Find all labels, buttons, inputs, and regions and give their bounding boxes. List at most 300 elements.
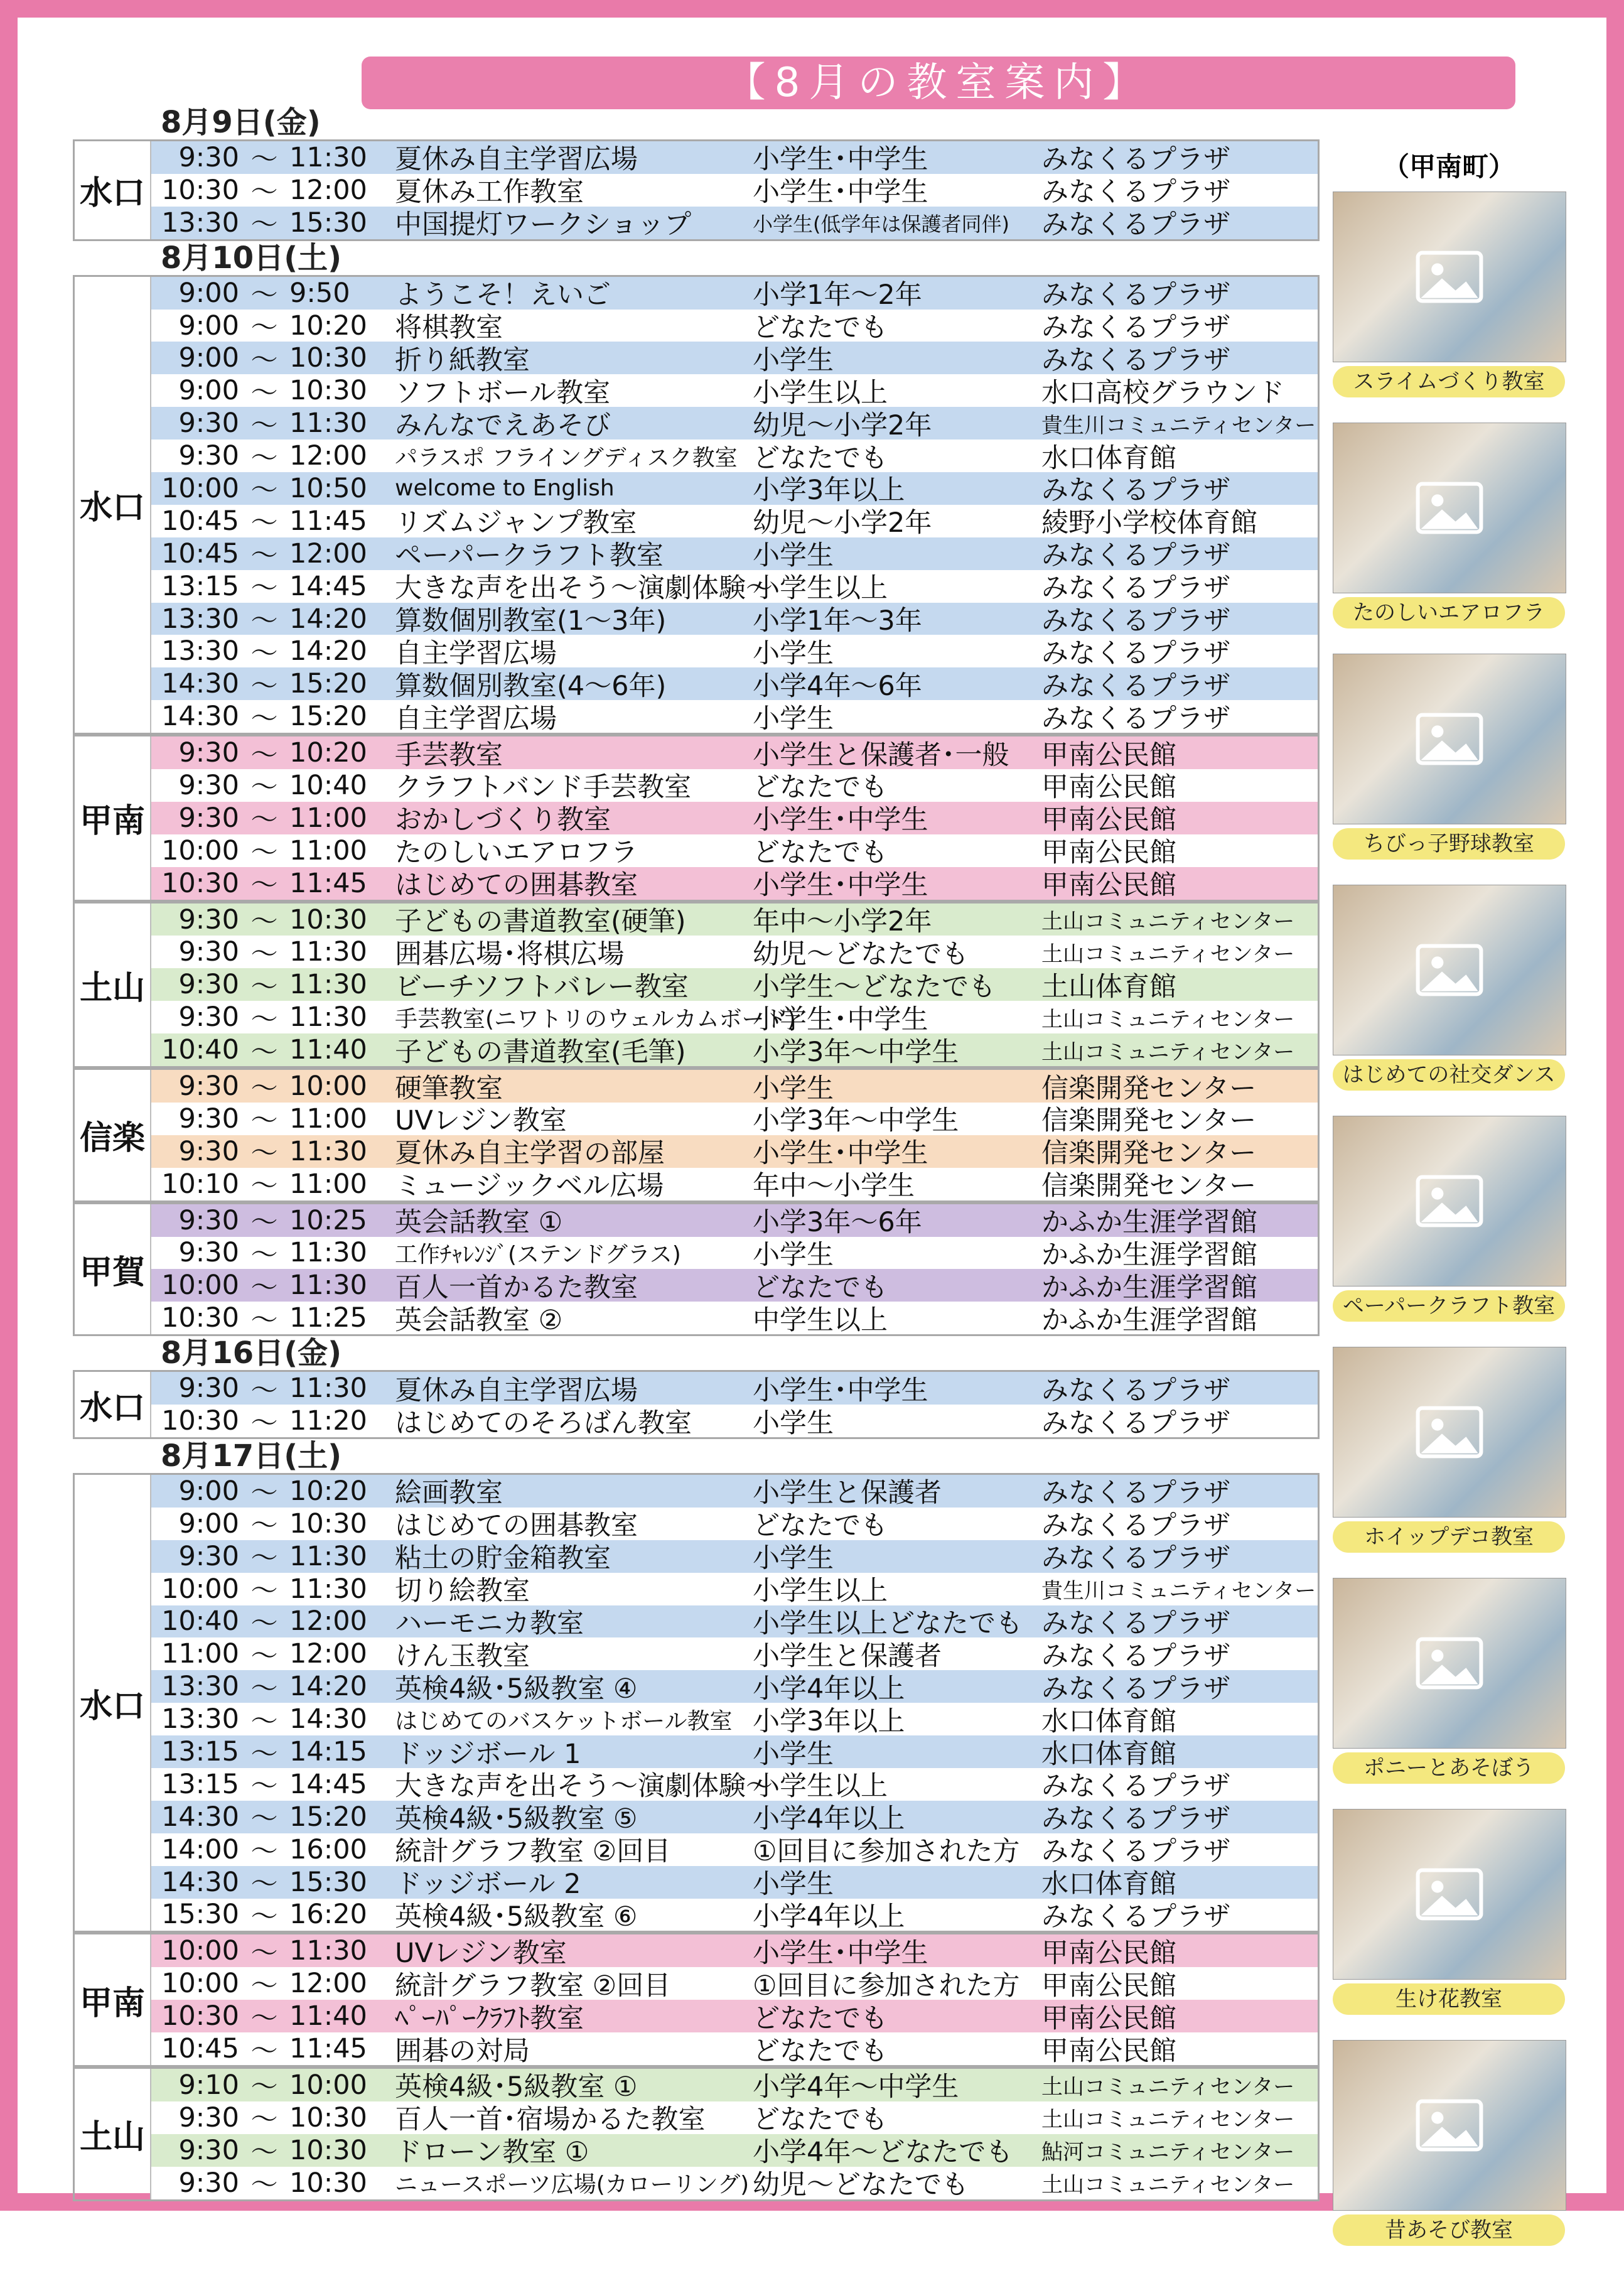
photo-icon — [1412, 1626, 1487, 1701]
date-heading: 8月9日(金) — [161, 105, 321, 140]
class-target: どなたでも — [753, 2035, 888, 2067]
class-title: はじめてのバスケットボール教室 — [395, 1708, 733, 1734]
class-target: どなたでも — [753, 772, 888, 804]
class-title: けん玉教室 — [395, 1640, 530, 1672]
start-time: 10:10 — [161, 1168, 239, 1200]
area-block — [73, 1202, 1320, 1337]
class-title: おかしづくり教室 — [395, 804, 611, 836]
area-block — [73, 275, 1320, 735]
class-target: 小学生 — [753, 344, 834, 376]
class-title: 切り絵教室 — [395, 1575, 530, 1607]
start-time: 10:30 — [161, 867, 239, 899]
class-target: 小学生以上 — [753, 573, 888, 605]
class-title: 英検4級･5級教室 ④ — [395, 1673, 638, 1705]
area-rows — [151, 736, 1318, 902]
class-target: 小学3年～中学生 — [753, 1105, 959, 1137]
time-separator: ～ — [250, 1803, 278, 1835]
start-time: 10:00 — [161, 1968, 239, 2000]
class-target: 小学生 — [753, 1407, 834, 1439]
time-separator: ～ — [250, 176, 278, 208]
photo-caption: 昔あそび教室 — [1333, 2214, 1565, 2246]
class-venue: みなくるプラザ — [1041, 573, 1230, 605]
class-row — [151, 1033, 1318, 1066]
class-row — [151, 2134, 1318, 2167]
time-separator: ～ — [250, 1543, 278, 1575]
start-time: 9:00 — [178, 310, 239, 342]
area-block — [73, 1370, 1320, 1439]
end-time: 11:30 — [289, 969, 367, 1001]
class-row — [151, 1103, 1318, 1135]
page-title: 【8月の教室案内】 — [362, 57, 1515, 109]
time-separator: ～ — [250, 605, 278, 637]
class-title: 自主学習広場 — [395, 637, 557, 669]
photo-card — [1333, 885, 1565, 1091]
start-time: 10:30 — [161, 1302, 239, 1334]
end-time: 11:30 — [289, 1237, 367, 1269]
class-target: 幼児～小学2年 — [753, 507, 932, 539]
class-row — [151, 1168, 1318, 1200]
end-time: 15:20 — [289, 668, 367, 700]
class-title: 英検4級･5級教室 ⑥ — [395, 1901, 638, 1933]
time-separator: ～ — [250, 442, 278, 474]
class-row — [151, 2167, 1318, 2199]
area-rows — [151, 1372, 1318, 1437]
class-row — [151, 1801, 1318, 1833]
class-venue: みなくるプラザ — [1041, 1607, 1230, 1639]
time-separator: ～ — [250, 1738, 278, 1770]
class-venue: 土山コミュニティセンター — [1041, 941, 1295, 967]
photo-icon — [1412, 470, 1487, 546]
start-time: 10:30 — [161, 2000, 239, 2032]
end-time: 12:00 — [289, 537, 367, 569]
area-label: 水口 — [75, 277, 151, 733]
photo-icon — [1412, 1857, 1487, 1932]
start-time: 9:30 — [178, 407, 239, 440]
start-time: 9:30 — [178, 1135, 239, 1167]
class-venue: 甲南公民館 — [1041, 1937, 1176, 1969]
class-row — [151, 207, 1318, 239]
start-time: 14:30 — [161, 1866, 239, 1898]
class-title: 囲碁の対局 — [395, 2035, 530, 2067]
class-venue: 水口体育館 — [1041, 1869, 1176, 1901]
area-block — [73, 902, 1320, 1068]
class-row — [151, 834, 1318, 867]
time-separator: ～ — [250, 670, 278, 702]
end-time: 11:30 — [289, 1540, 367, 1572]
class-target: 小学生(低学年は保護者同伴) — [753, 212, 1009, 236]
end-time: 12:00 — [289, 174, 367, 206]
class-row — [151, 407, 1318, 440]
class-target: 年中～小学2年 — [753, 906, 932, 938]
class-title: 夏休み自主学習広場 — [395, 1374, 638, 1406]
class-venue: 綾野小学校体育館 — [1041, 507, 1257, 539]
start-time: 14:30 — [161, 701, 239, 733]
class-title: 英検4級･5級教室 ① — [395, 2071, 638, 2103]
photo-icon — [1412, 701, 1487, 777]
time-separator: ～ — [250, 144, 278, 176]
class-row — [151, 1204, 1318, 1237]
time-separator: ～ — [250, 1271, 278, 1303]
start-time: 9:10 — [178, 2069, 239, 2101]
class-title: たのしいエアロフラ — [395, 837, 638, 869]
photo-caption: 生け花教室 — [1333, 1983, 1565, 2015]
class-title: 手芸教室 — [395, 739, 503, 771]
class-title: 英会話教室 ① — [395, 1207, 563, 1239]
photo-caption: ホイップデコ教室 — [1333, 1521, 1565, 1553]
class-title: ﾍﾟｰﾊﾟｰｸﾗﾌﾄ教室 — [395, 2002, 584, 2034]
end-time: 11:45 — [289, 505, 367, 537]
class-title: 百人一首かるた教室 — [395, 1271, 638, 1303]
class-row — [151, 1302, 1318, 1334]
class-target: 幼児～どなたでも — [753, 2169, 969, 2201]
end-time: 14:20 — [289, 603, 367, 635]
time-separator: ～ — [250, 1510, 278, 1542]
end-time: 11:30 — [289, 1135, 367, 1167]
start-time: 14:30 — [161, 668, 239, 700]
class-venue: 甲南公民館 — [1041, 804, 1176, 836]
end-time: 14:30 — [289, 1703, 367, 1735]
start-time: 10:45 — [161, 537, 239, 569]
photo-card — [1333, 1347, 1565, 1553]
time-separator: ～ — [250, 1937, 278, 1969]
class-target: 小学生～どなたでも — [753, 971, 996, 1003]
class-target: 小学生 — [753, 1239, 834, 1271]
class-title: ソフトボール教室 — [395, 377, 611, 409]
start-time: 14:00 — [161, 1833, 239, 1865]
photo-caption: ペーパークラフト教室 — [1333, 1290, 1565, 1322]
time-separator: ～ — [250, 938, 278, 970]
class-row — [151, 603, 1318, 635]
time-separator: ～ — [250, 1036, 278, 1068]
start-time: 9:30 — [178, 2134, 239, 2166]
class-venue: みなくるプラザ — [1041, 1477, 1230, 1509]
class-title: 絵画教室 — [395, 1477, 503, 1509]
class-row — [151, 472, 1318, 505]
end-time: 14:45 — [289, 570, 367, 602]
end-time: 12:00 — [289, 1605, 367, 1637]
area-rows — [151, 277, 1318, 733]
class-target: 幼児～どなたでも — [753, 938, 969, 970]
end-time: 11:40 — [289, 2000, 367, 2032]
class-title: 囲碁広場･将棋広場 — [395, 938, 625, 970]
start-time: 10:00 — [161, 1935, 239, 1967]
class-target: 小学4年以上 — [753, 1901, 905, 1933]
end-time: 11:25 — [289, 1302, 367, 1334]
photo-card — [1333, 423, 1565, 628]
start-time: 10:00 — [161, 834, 239, 866]
class-venue: みなくるプラザ — [1041, 1901, 1230, 1933]
class-row — [151, 342, 1318, 374]
class-venue: みなくるプラザ — [1041, 312, 1230, 344]
end-time: 15:30 — [289, 1866, 367, 1898]
end-time: 11:00 — [289, 834, 367, 866]
class-row — [151, 1833, 1318, 1866]
area-block — [73, 2067, 1320, 2201]
start-time: 11:00 — [161, 1638, 239, 1670]
class-venue: 信楽開発センター — [1041, 1170, 1257, 1202]
class-title: UVレジン教室 — [395, 1105, 567, 1137]
class-venue: 土山体育館 — [1041, 971, 1176, 1003]
class-venue: 水口高校グラウンド — [1041, 377, 1284, 409]
class-row — [151, 1372, 1318, 1405]
class-venue: 信楽開発センター — [1041, 1138, 1257, 1170]
end-time: 14:15 — [289, 1736, 367, 1768]
class-venue: 貴生川コミュニティセンター — [1041, 1578, 1316, 1604]
time-separator: ～ — [250, 971, 278, 1003]
area-label: 水口 — [75, 1475, 151, 1931]
end-time: 14:45 — [289, 1768, 367, 1800]
end-time: 11:00 — [289, 802, 367, 834]
start-time: 9:30 — [178, 904, 239, 936]
class-venue: 貴生川コミュニティセンター — [1041, 413, 1316, 438]
end-time: 11:40 — [289, 1034, 367, 1066]
class-row — [151, 1735, 1318, 1768]
class-row — [151, 374, 1318, 407]
time-separator: ～ — [250, 1105, 278, 1137]
start-time: 9:00 — [178, 342, 239, 374]
class-title: 英検4級･5級教室 ⑤ — [395, 1803, 638, 1835]
class-title: 算数個別教室(4～6年) — [395, 670, 667, 702]
class-venue: かふか生涯学習館 — [1041, 1271, 1257, 1303]
class-title: リズムジャンプ教室 — [395, 507, 637, 539]
class-venue: みなくるプラザ — [1041, 605, 1230, 637]
time-separator: ～ — [250, 2169, 278, 2201]
class-target: 小学生 — [753, 637, 834, 669]
class-venue: みなくるプラザ — [1041, 1673, 1230, 1705]
time-separator: ～ — [250, 1970, 278, 2002]
class-title: 統計グラフ教室 ②回目 — [395, 1970, 671, 2002]
time-separator: ～ — [250, 1836, 278, 1868]
class-venue: みなくるプラザ — [1041, 344, 1230, 376]
class-venue: 甲南公民館 — [1041, 739, 1176, 771]
class-venue: 甲南公民館 — [1041, 870, 1176, 902]
class-row — [151, 667, 1318, 700]
area-block — [73, 1473, 1320, 1933]
time-separator: ～ — [250, 1170, 278, 1202]
time-separator: ～ — [250, 377, 278, 409]
time-separator: ～ — [250, 209, 278, 241]
start-time: 9:30 — [178, 440, 239, 472]
class-target: 小学4年～6年 — [753, 670, 922, 702]
class-title: 工作ﾁｬﾚﾝｼﾞ(ステンドグラス) — [395, 1241, 681, 1268]
class-venue: みなくるプラザ — [1041, 209, 1230, 241]
time-separator: ～ — [250, 637, 278, 669]
class-row — [151, 736, 1318, 769]
class-venue: 水口体育館 — [1041, 1738, 1176, 1770]
class-title: UVレジン教室 — [395, 1937, 567, 1969]
class-row — [151, 2032, 1318, 2065]
class-title: 将棋教室 — [395, 312, 503, 344]
class-title: 統計グラフ教室 ②回目 — [395, 1836, 671, 1868]
class-venue: みなくるプラザ — [1041, 176, 1230, 208]
time-separator: ～ — [250, 1673, 278, 1705]
class-title: 中国提灯ワークショップ — [395, 209, 692, 241]
class-venue: 信楽開発センター — [1041, 1072, 1257, 1104]
photo-caption: はじめての社交ダンス — [1333, 1059, 1565, 1091]
class-target: 小学生 — [753, 1543, 834, 1575]
start-time: 10:40 — [161, 1605, 239, 1637]
class-venue: 信楽開発センター — [1041, 1105, 1257, 1137]
class-target: 小学生･中学生 — [753, 144, 928, 176]
class-title: 子どもの書道教室(硬筆) — [395, 906, 686, 938]
time-separator: ～ — [250, 1239, 278, 1271]
time-separator: ～ — [250, 906, 278, 938]
time-separator: ～ — [250, 804, 278, 836]
end-time: 16:20 — [289, 1899, 367, 1931]
start-time: 10:30 — [161, 174, 239, 206]
class-title: ビーチソフトバレー教室 — [395, 971, 689, 1003]
end-time: 12:00 — [289, 440, 367, 472]
area-label: 信楽 — [75, 1070, 151, 1200]
area-rows — [151, 2069, 1318, 2199]
end-time: 11:30 — [289, 1270, 367, 1302]
time-separator: ～ — [250, 870, 278, 902]
start-time: 9:30 — [178, 769, 239, 801]
photo-caption: たのしいエアロフラ — [1333, 597, 1565, 628]
start-time: 10:40 — [161, 1034, 239, 1066]
class-row — [151, 1866, 1318, 1899]
class-target: 小学生･中学生 — [753, 1937, 928, 1969]
time-separator: ～ — [250, 1901, 278, 1933]
class-row — [151, 700, 1318, 733]
start-time: 9:00 — [178, 277, 239, 309]
area-rows — [151, 1934, 1318, 2065]
start-time: 10:00 — [161, 1573, 239, 1605]
class-row — [151, 1070, 1318, 1103]
class-row — [151, 141, 1318, 174]
start-time: 9:30 — [178, 141, 239, 173]
time-separator: ～ — [250, 1374, 278, 1406]
photo-icon — [1412, 932, 1487, 1008]
photo-image — [1333, 885, 1566, 1055]
class-row — [151, 769, 1318, 802]
class-venue: みなくるプラザ — [1041, 637, 1230, 669]
end-time: 10:00 — [289, 2069, 367, 2101]
class-target: 小学生と保護者 — [753, 1477, 942, 1509]
time-separator: ～ — [250, 1304, 278, 1336]
end-time: 10:30 — [289, 2167, 367, 2199]
class-title: 手芸教室(ニワトリのウェルカムボード) — [395, 1006, 796, 1032]
time-separator: ～ — [250, 1640, 278, 1672]
start-time: 13:30 — [161, 207, 239, 239]
end-time: 11:30 — [289, 1573, 367, 1605]
time-separator: ～ — [250, 739, 278, 771]
class-venue: みなくるプラザ — [1041, 1640, 1230, 1672]
time-separator: ～ — [250, 1477, 278, 1509]
class-venue: 土山コミュニティセンター — [1041, 2074, 1295, 2100]
class-row — [151, 867, 1318, 900]
photo-card — [1333, 1578, 1565, 1784]
class-target: 小学4年～どなたでも — [753, 2137, 1013, 2169]
start-time: 9:30 — [178, 936, 239, 968]
time-separator: ～ — [250, 1003, 278, 1035]
class-target: 小学生 — [753, 1738, 834, 1770]
start-time: 9:30 — [178, 1001, 239, 1033]
time-separator: ～ — [250, 1607, 278, 1639]
class-target: 小学3年以上 — [753, 475, 905, 507]
date-heading: 8月16日(金) — [161, 1335, 342, 1371]
class-row — [151, 1934, 1318, 1967]
end-time: 10:20 — [289, 737, 367, 769]
class-target: 小学4年以上 — [753, 1803, 905, 1835]
photo-list — [1330, 191, 1568, 2246]
class-row — [151, 1269, 1318, 1302]
start-time: 13:30 — [161, 1703, 239, 1735]
class-title: 夏休み工作教室 — [395, 176, 584, 208]
class-venue: みなくるプラザ — [1041, 1510, 1230, 1542]
class-venue: みなくるプラザ — [1041, 1543, 1230, 1575]
area-rows — [151, 1475, 1318, 1931]
end-time: 12:00 — [289, 1638, 367, 1670]
class-venue: 水口体育館 — [1041, 1705, 1176, 1737]
date-heading: 8月10日(土) — [161, 240, 342, 276]
start-time: 9:00 — [178, 1475, 239, 1507]
time-separator: ～ — [250, 1869, 278, 1901]
class-venue: 鮎河コミュニティセンター — [1041, 2140, 1295, 2166]
class-target: 小学生以上どなたでも — [753, 1607, 1023, 1639]
start-time: 10:45 — [161, 505, 239, 537]
class-venue: 甲南公民館 — [1041, 2002, 1176, 2034]
time-separator: ～ — [250, 573, 278, 605]
class-title: 自主学習広場 — [395, 703, 557, 735]
time-separator: ～ — [250, 772, 278, 804]
end-time: 11:30 — [289, 407, 367, 440]
end-time: 11:30 — [289, 141, 367, 173]
class-row — [151, 570, 1318, 603]
photo-icon — [1412, 1394, 1487, 1470]
class-target: 小学生以上 — [753, 1575, 888, 1607]
start-time: 9:30 — [178, 2101, 239, 2133]
time-separator: ～ — [250, 312, 278, 344]
class-target: 中学生以上 — [753, 1304, 888, 1336]
class-target: どなたでも — [753, 837, 888, 869]
class-target: 小学生と保護者 — [753, 1640, 942, 1672]
photo-image — [1333, 1116, 1566, 1287]
area-block — [73, 1068, 1320, 1202]
class-target: 小学1年～3年 — [753, 605, 922, 637]
start-time: 9:30 — [178, 1204, 239, 1236]
date-heading: 8月17日(土) — [161, 1438, 342, 1474]
end-time: 10:25 — [289, 1204, 367, 1236]
class-title: ニュースポーツ広場(カローリング) — [395, 2172, 750, 2198]
photo-image — [1333, 1578, 1566, 1749]
class-row — [151, 1605, 1318, 1638]
end-time: 11:00 — [289, 1103, 367, 1135]
class-title: 英会話教室 ② — [395, 1304, 563, 1336]
photo-card — [1333, 1116, 1565, 1322]
class-row — [151, 1237, 1318, 1270]
class-title: ドッジボール 2 — [395, 1869, 581, 1901]
start-time: 14:30 — [161, 1801, 239, 1833]
class-target: 小学生･中学生 — [753, 1138, 928, 1170]
start-time: 9:30 — [178, 802, 239, 834]
class-row — [151, 1001, 1318, 1033]
time-separator: ～ — [250, 279, 278, 311]
photo-card — [1333, 2040, 1565, 2246]
class-venue: 土山コミュニティセンター — [1041, 2107, 1295, 2133]
class-venue: かふか生涯学習館 — [1041, 1207, 1257, 1239]
class-target: 小学生･中学生 — [753, 1374, 928, 1406]
start-time: 13:15 — [161, 570, 239, 602]
area-label: 甲賀 — [75, 1204, 151, 1335]
area-label: 土山 — [75, 2069, 151, 2199]
class-title: 算数個別教室(1～3年) — [395, 605, 667, 637]
class-title: ペーパークラフト教室 — [395, 540, 664, 572]
class-row — [151, 1670, 1318, 1703]
start-time: 10:45 — [161, 2033, 239, 2065]
class-venue: 土山コミュニティセンター — [1041, 909, 1295, 935]
class-target: 小学生･中学生 — [753, 804, 928, 836]
